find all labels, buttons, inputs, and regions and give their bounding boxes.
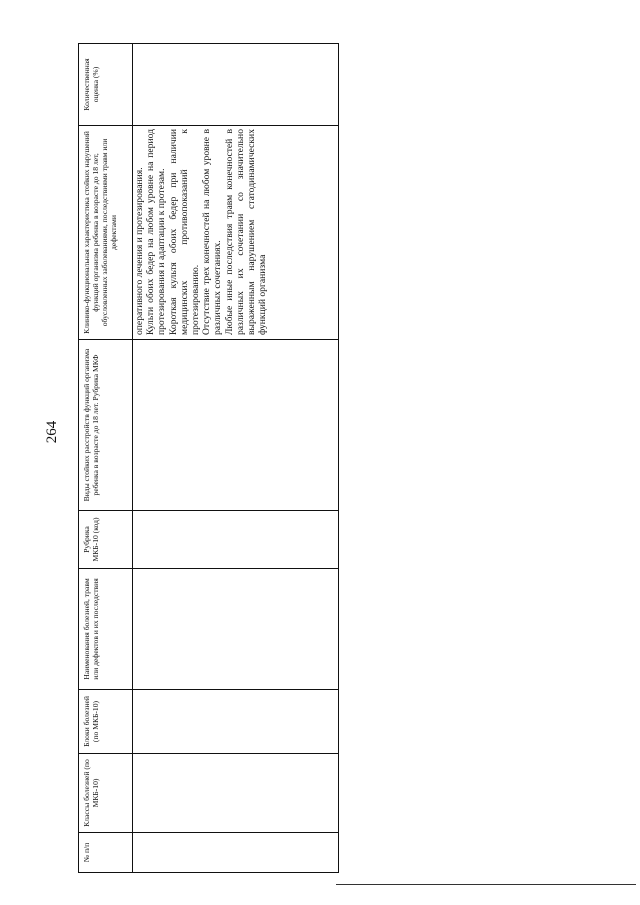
cell-types [133, 340, 339, 511]
clinical-text [133, 126, 268, 339]
header-row [79, 44, 133, 873]
header-classes: Классы болезней (по МКБ-10) [79, 754, 133, 833]
table-container [78, 44, 333, 873]
clinical-paragraph: Отсутствие трех конечностей на любом уровне в различных сочетаниях. [201, 129, 224, 335]
header-quant: Количественная оценка (%) [79, 44, 133, 126]
header-blocks: Блоки болезней (по МКБ-10) [79, 690, 133, 754]
classification-table [78, 43, 339, 873]
page-number: 264 [44, 420, 60, 444]
page-footer-line [336, 884, 636, 885]
header-clinical: Клинико-функциональная характеристика стойких нарушений функций организма ребенка в возрасте до 18 лет, обусловленных заболеваниями, последствиями травм или дефектами [79, 126, 133, 340]
cell-clinical [133, 126, 339, 340]
cell-names [133, 569, 339, 690]
header-num: № п/п [79, 833, 133, 873]
rotated-table [78, 44, 333, 873]
cell-mkb [133, 511, 339, 569]
header-mkb: Рубрика МКБ-10 (код) [79, 511, 133, 569]
cell-classes [133, 754, 339, 833]
clinical-paragraph: Короткая культя обоих бедер при наличии медицинских противопоказаний к протезированию. [167, 129, 202, 335]
clinical-paragraph: Любые иные последствия травм конечностей в различных их сочетании со значительно выраженным нарушением статодинамических функций организма [223, 129, 269, 335]
cell-num [133, 833, 339, 873]
cell-quant [133, 44, 339, 126]
clinical-paragraph: Культи обоих бедер на любом уровне на период протезирования и адаптации к протезам. [145, 129, 168, 335]
cell-blocks [133, 690, 339, 754]
header-types: Виды стойких расстройств функций организма ребенка в возрасте до 18 лет. Рубрика МКФ [79, 340, 133, 511]
table-row [133, 44, 339, 873]
clinical-paragraph: оперативного лечения и протезирования. [134, 167, 145, 335]
header-names: Наименования болезней, травм или дефектов и их последствия [79, 569, 133, 690]
